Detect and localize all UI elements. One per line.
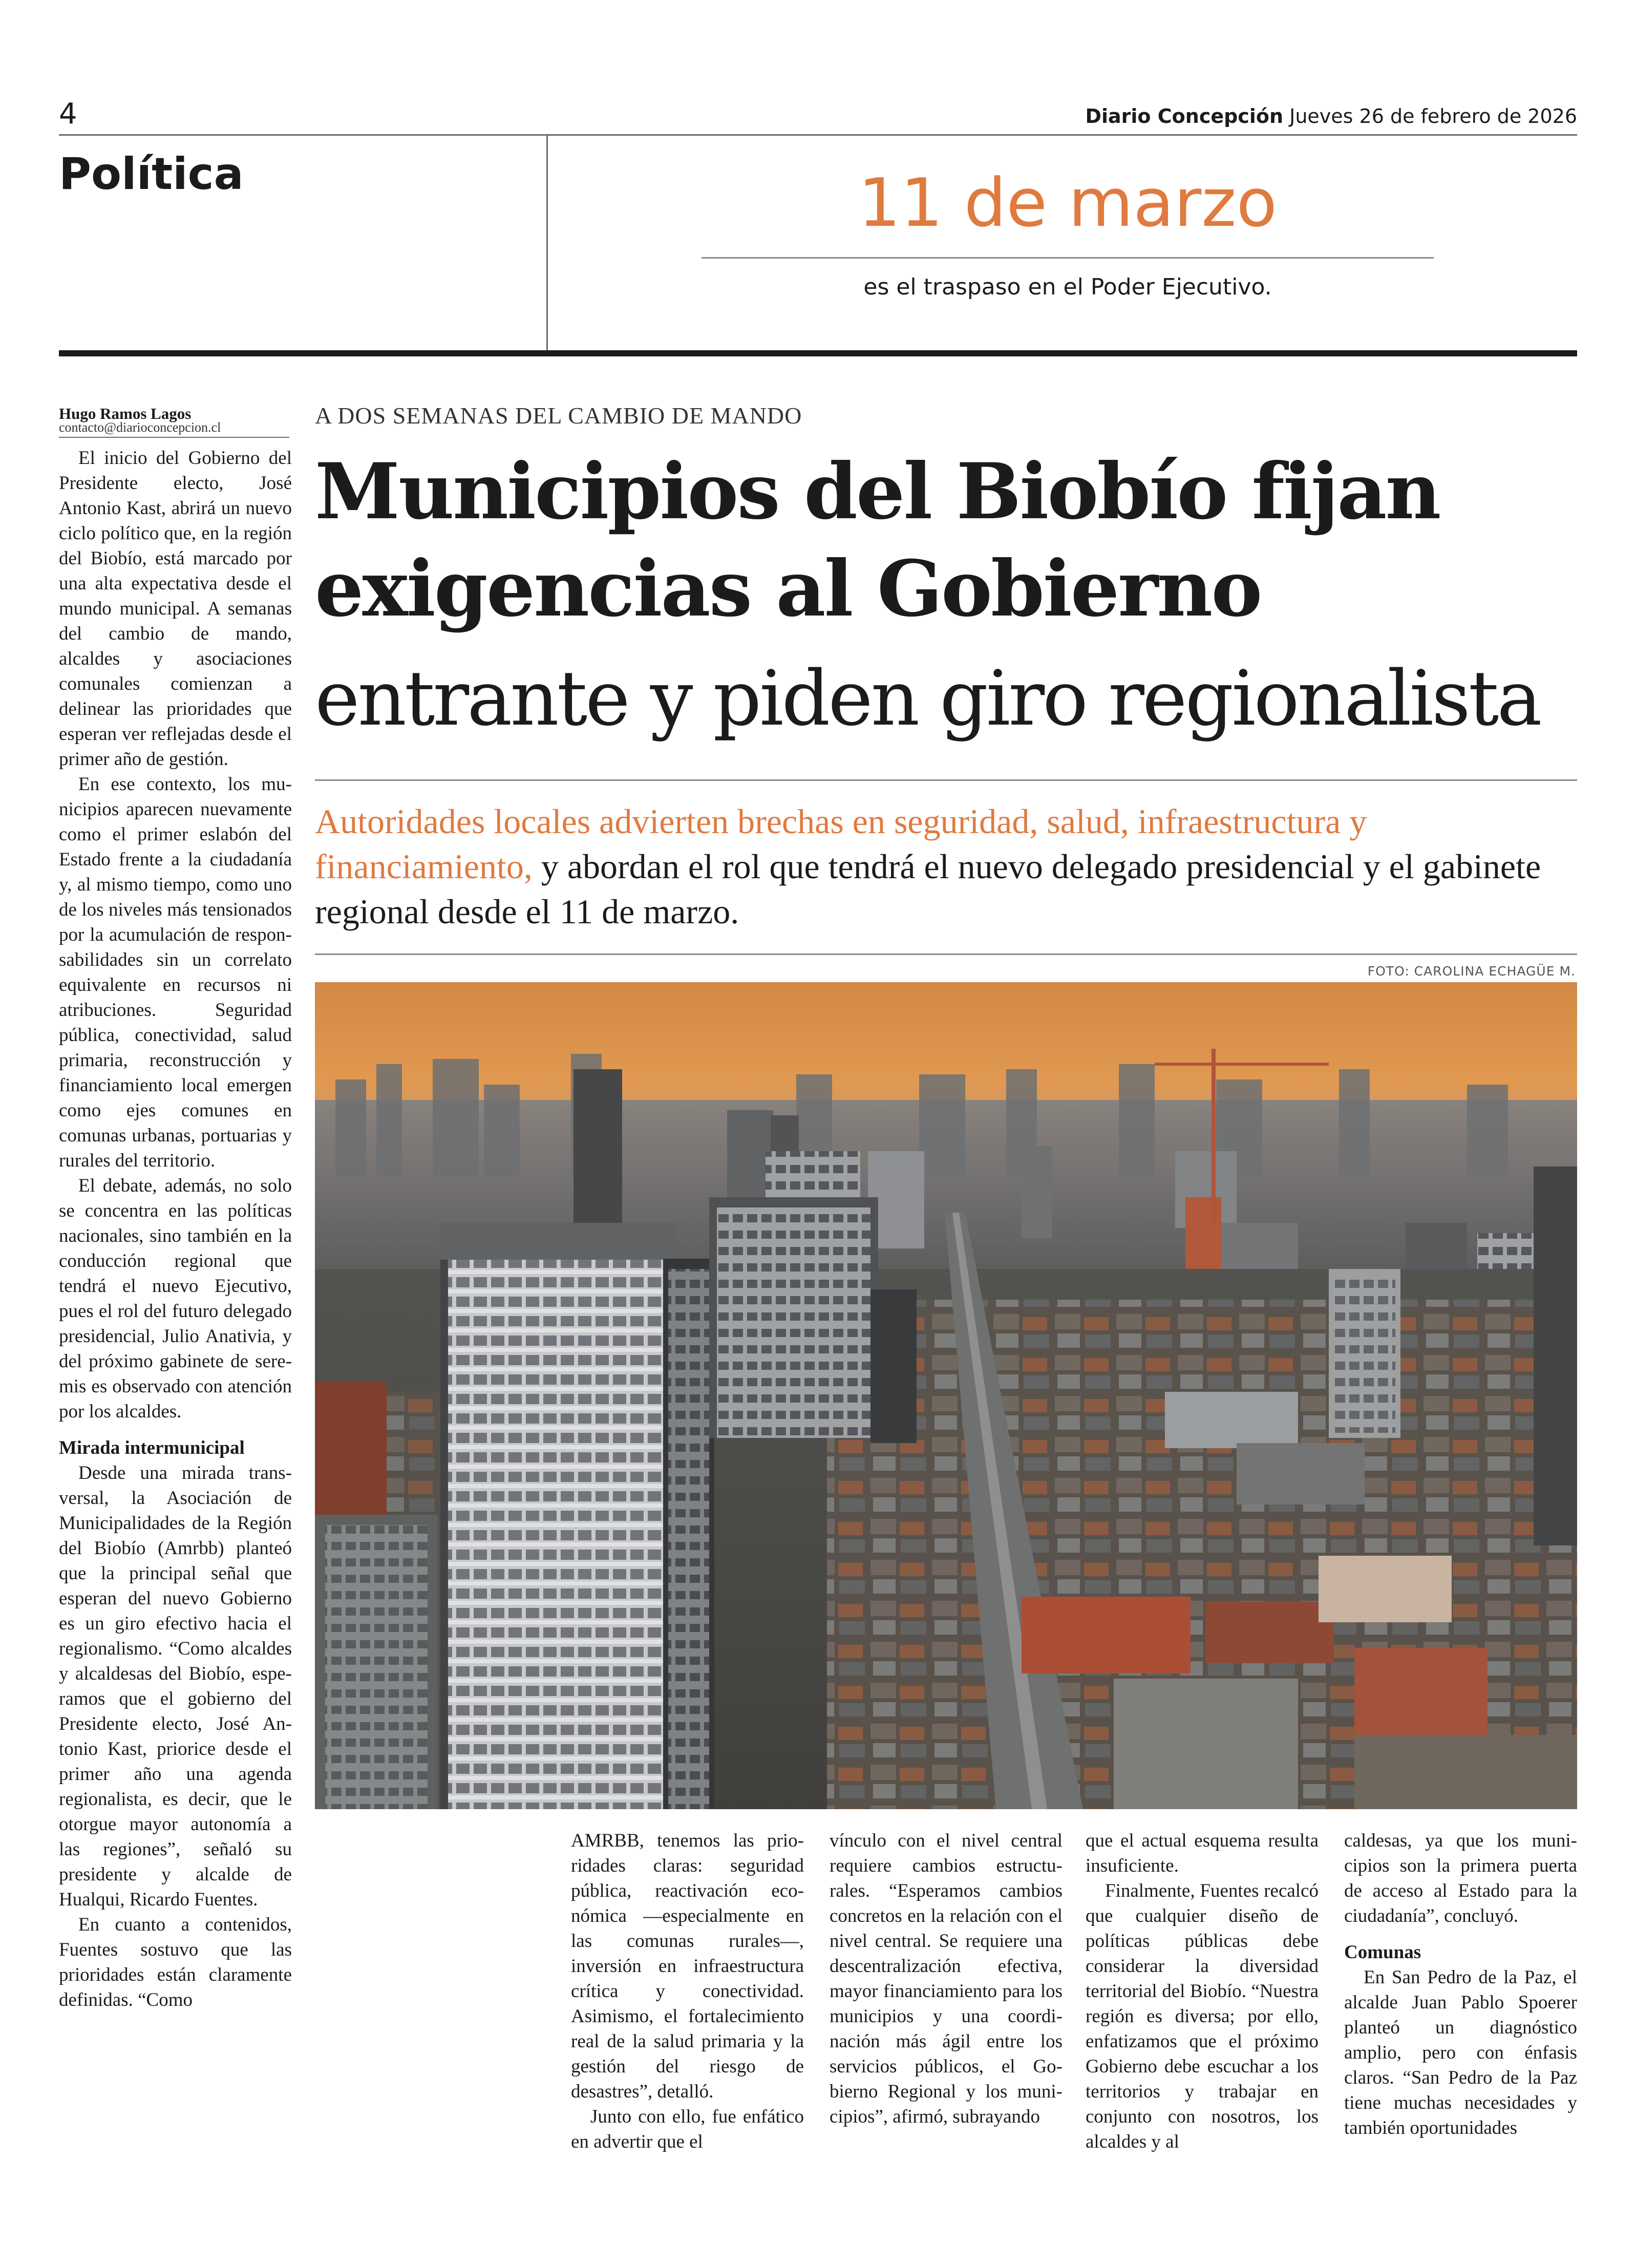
- paragraph: El inicio del Gobierno del Presidente electo, José Antonio Kast, abrirá un nuevo ciclo político que, en la región del Biobío, está marcado por una alta expectativa desde el mundo municipal. A semanas del cambio de mando, alcaldes y asociaciones comunales comienzan a delinear las prioridades que esperan ver reflejadas desde el primer año de gestión.: [59, 448, 292, 770]
- headline-line-2: exigencias al Gobierno: [315, 544, 1261, 634]
- paragraph: Finalmente, Fuentes recalcó que cualquier diseño de políticas públicas debe considerar la diversidad territorial del Biobío. “Nuestra región es diversa; por ello, enfatizamos que el próximo Gobierno debe escuchar a los territorios y trabajar en conjunto con nosotros, los alcaldes y al: [1086, 1880, 1319, 2152]
- header-heavy-rule: [59, 350, 1577, 356]
- subhead-mirada-intermunicipal: Mirada intermunicipal: [59, 1437, 245, 1458]
- section-title: Política: [59, 149, 244, 200]
- headline-line-3: entrante y piden giro regionalista: [315, 654, 1540, 743]
- paragraph: caldesas, ya que los municipios son la primera puerta de acceso al Estado para la ciudadanía”, concluyó.: [1344, 1830, 1577, 1926]
- paragraph: En cuanto a contenidos, Fuentes sostuvo que las prioridades están claramente definidas. “Como: [59, 1914, 292, 2010]
- issue-date: Jueves 26 de febrero de 2026: [1289, 105, 1577, 128]
- highlight-date: 11 de marzo: [858, 164, 1278, 242]
- headline-line-1: Municipios del Biobío fijan: [315, 447, 1440, 537]
- paragraph: El debate, además, no solo se concentra en las políticas nacionales, sino también en la conducción regional que tendrá el nuevo Ejecutivo, pues el rol del futuro delegado presidencial, Julio Anativia, y del próximo gabinete de seremis es observado con atención por los alcaldes.: [59, 1175, 292, 1422]
- deck-rule: [315, 953, 1577, 955]
- paragraph: En ese contexto, los municipios aparecen nuevamente como el primer eslabón del Estado frente a la ciudadanía y, al mismo tiempo, como uno de los niveles más tensionados por la acumulación de responsabilidades sin un correlato equivalente en recursos ni atribuciones. Seguridad pública, conectividad, salud primaria, reconstrucción y financiamiento local emergen como ejes comunes en comunas urbanas, portuarias y rurales del territorio.: [59, 774, 292, 1171]
- deck: [315, 799, 1577, 934]
- deck-rest: y abordan el rol que tendrá el nuevo delegado presidencial y el gabinete regional desde el 11 de marzo.: [315, 847, 1541, 931]
- header-divider: [546, 136, 548, 351]
- paragraph: vínculo con el nivel central requiere cambios estructurales. “Esperamos cambios concretos en la relación con el nivel central. Se requiere una descentralización efectiva, mayor financiamiento para los municipios y una coordinación más ágil entre los servicios públicos, el Gobierno Regional y los municipios”, afirmó, subrayando: [830, 1830, 1063, 2127]
- deck-highlight: Autoridades locales advierten brechas en seguridad, salud, infraestructura y financiamiento,: [315, 802, 1367, 886]
- city-photo: [315, 982, 1577, 1809]
- paragraph: que el actual esquema resulta insuficiente.: [1086, 1830, 1319, 1876]
- headline-rule: [315, 779, 1577, 781]
- byline-rule: [59, 437, 289, 438]
- kicker: A DOS SEMANAS DEL CAMBIO DE MANDO: [315, 402, 802, 429]
- highlight-text: es el traspaso en el Poder Ejecutivo.: [863, 274, 1272, 300]
- photo-credit: FOTO: CAROLINA ECHAGÜE M.: [1367, 964, 1576, 979]
- paper-name: Diario Concepción: [1085, 105, 1284, 128]
- article-column-3: [1086, 1828, 1319, 2154]
- paragraph: Desde una mirada transversal, la Asociación de Municipalidades de la Región del Biobío (Amrbb) planteó que la principal señal que esperan del nuevo Gobierno es un giro efectivo hacia el regionalismo. “Como alcaldes y alcaldesas del Biobío, esperamos que el gobierno del Presidente electo, José Antonio Kast, priorice desde el primer año una agenda regionalista, es decir, que le otorgue mayor autonomía a las regiones”, señaló su presidente y alcalde de Hualqui, Ricardo Fuentes.: [59, 1462, 292, 1910]
- subhead-comunas: Comunas: [1344, 1942, 1421, 1963]
- city-photo-illustration: [315, 982, 1577, 1809]
- paragraph: En San Pedro de la Paz, el alcalde Juan Pablo Spoerer planteó un diagnóstico amplio, pero con énfasis claros. “San Pedro de la Paz tiene muchas necesidades y también oportunidades: [1344, 1967, 1577, 2138]
- paragraph: Junto con ello, fue enfático en advertir que el: [571, 2106, 804, 2152]
- article-left-column: [59, 446, 292, 2012]
- header-rule: [59, 134, 1577, 136]
- article-column-1: [571, 1828, 804, 2154]
- paper-info: [1085, 105, 1577, 128]
- author-email[interactable]: contacto@diarioconcepcion.cl: [59, 420, 221, 435]
- page-number: 4: [59, 97, 77, 131]
- article-column-2: [830, 1828, 1063, 2129]
- paragraph: AMRBB, tenemos las prioridades claras: seguridad pública, reactivación económica —especialmente en las comunas rurales—, inversión en infraestructura crítica y conectividad. Asimismo, el fortalecimiento real de la salud primaria y la gestión del riesgo de desastres”, detalló.: [571, 1830, 804, 2102]
- author-name: Hugo Ramos Lagos: [59, 405, 192, 422]
- article-column-4: [1344, 1828, 1577, 2140]
- highlight-rule: [702, 257, 1434, 259]
